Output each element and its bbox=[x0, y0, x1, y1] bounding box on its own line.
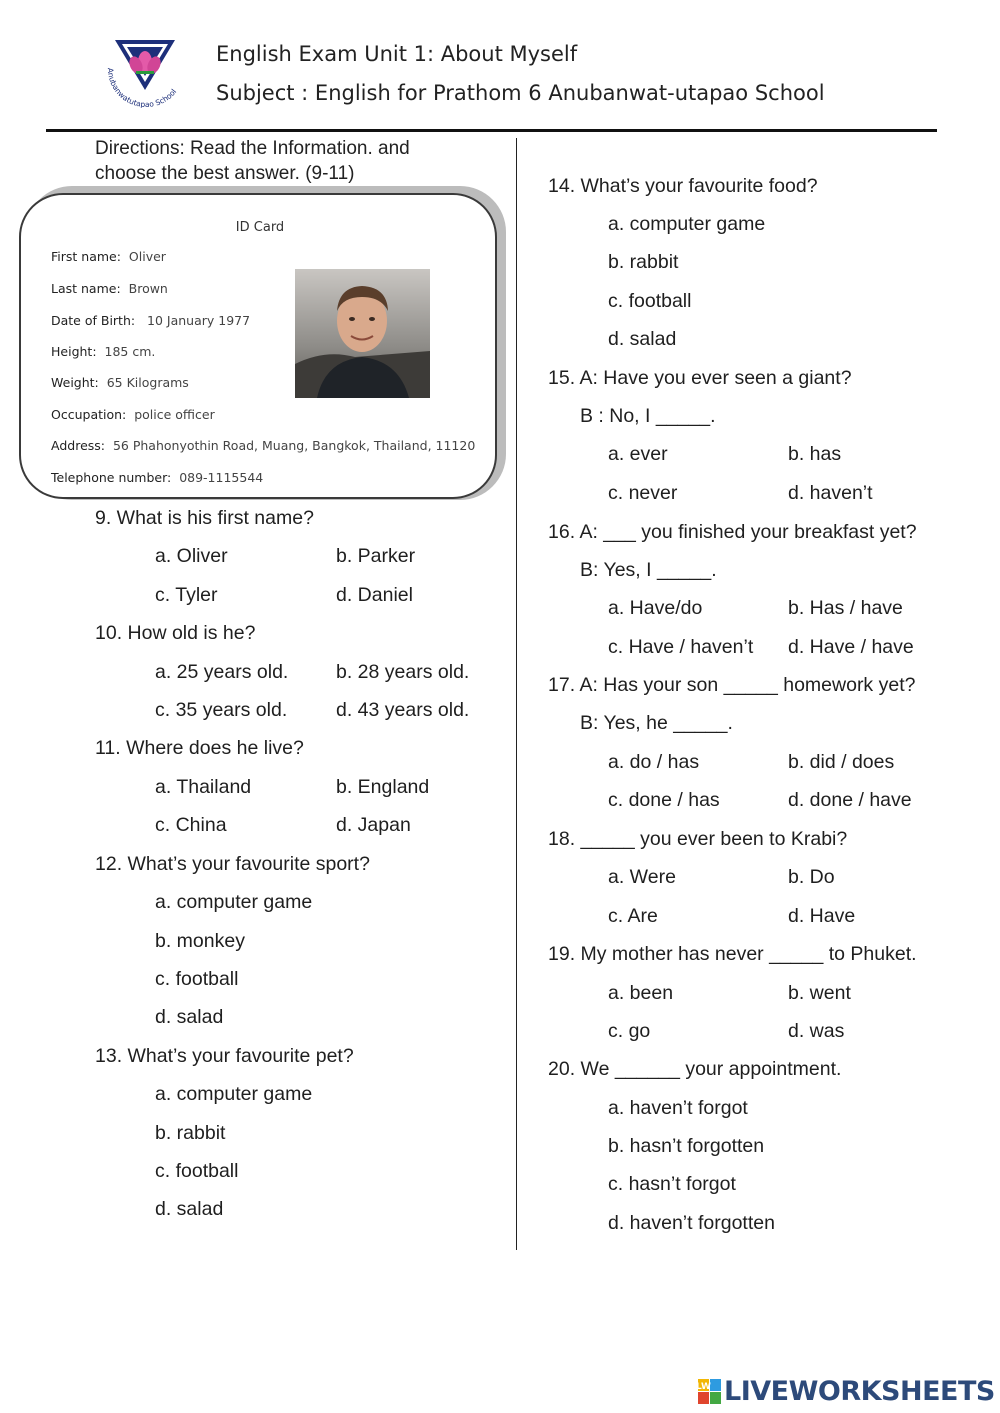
q17-option-c[interactable]: c. done / has bbox=[608, 789, 720, 811]
q17-option-a[interactable]: a. do / has bbox=[608, 751, 700, 773]
liveworksheets-logo-icon bbox=[698, 1379, 722, 1405]
field-address: Address: 56 Phahonyothin Road, Muang, Bangkok, Thailand, 11120 bbox=[51, 438, 476, 453]
q10-option-c[interactable]: c. 35 years old. bbox=[155, 699, 288, 721]
q11-option-c[interactable]: c. China bbox=[155, 814, 227, 836]
directions-line-2: choose the best answer. (9-11) bbox=[95, 163, 355, 184]
q20-text: 20. We ______ your appointment. bbox=[548, 1058, 842, 1080]
q10-option-a[interactable]: a. 25 years old. bbox=[155, 661, 289, 683]
q16-option-c[interactable]: c. Have / haven’t bbox=[608, 636, 754, 658]
logo-badge: LW bbox=[696, 1382, 711, 1392]
q11-option-d[interactable]: d. Japan bbox=[336, 814, 411, 836]
q12-text: 12. What’s your favourite sport? bbox=[95, 853, 370, 875]
q18-option-c[interactable]: c. Are bbox=[608, 905, 658, 927]
q9-option-a[interactable]: a. Oliver bbox=[155, 545, 228, 567]
q12-option-c[interactable]: c. football bbox=[155, 968, 239, 990]
school-logo bbox=[100, 38, 190, 108]
q13-option-d[interactable]: d. salad bbox=[155, 1198, 224, 1220]
q9-option-d[interactable]: d. Daniel bbox=[336, 584, 413, 606]
header-divider bbox=[46, 129, 937, 132]
q13-option-b[interactable]: b. rabbit bbox=[155, 1122, 226, 1144]
q16-line2: B: Yes, I _____. bbox=[580, 559, 717, 581]
field-telephone: Telephone number: 089-1115544 bbox=[51, 470, 264, 485]
q9-text: 9. What is his first name? bbox=[95, 507, 314, 529]
directions bbox=[95, 136, 410, 186]
q14-option-b[interactable]: b. rabbit bbox=[608, 251, 679, 273]
exam-subject: Subject : English for Prathom 6 Anubanwat-utapao School bbox=[216, 81, 825, 105]
q15-line2: B : No, I _____. bbox=[580, 405, 716, 427]
q9-option-c[interactable]: c. Tyler bbox=[155, 584, 218, 606]
q16-option-b[interactable]: b. Has / have bbox=[788, 597, 903, 619]
q11-option-a[interactable]: a. Thailand bbox=[155, 776, 252, 798]
q10-text: 10. How old is he? bbox=[95, 622, 256, 644]
q14-option-d[interactable]: d. salad bbox=[608, 328, 677, 350]
q11-text: 11. Where does he live? bbox=[95, 737, 304, 759]
q11-option-b[interactable]: b. England bbox=[336, 776, 430, 798]
q19-option-c[interactable]: c. go bbox=[608, 1020, 651, 1042]
field-first-name: First name: Oliver bbox=[51, 249, 166, 264]
q20-option-b[interactable]: b. hasn’t forgotten bbox=[608, 1135, 765, 1157]
id-card-title: ID Card bbox=[235, 220, 285, 235]
id-card bbox=[19, 193, 497, 499]
q17-line2: B: Yes, he _____. bbox=[580, 712, 733, 734]
field-last-name: Last name: Brown bbox=[51, 281, 168, 296]
directions-line-1: Directions: Read the Information. and bbox=[95, 138, 410, 159]
q13-option-a[interactable]: a. computer game bbox=[155, 1083, 313, 1105]
q17-text: 17. A: Has your son _____ homework yet? bbox=[548, 674, 916, 696]
q14-option-a[interactable]: a. computer game bbox=[608, 213, 766, 235]
q18-option-d[interactable]: d. Have bbox=[788, 905, 856, 927]
q15-text: 15. A: Have you ever seen a giant? bbox=[548, 367, 852, 389]
q13-text: 13. What’s your favourite pet? bbox=[95, 1045, 354, 1067]
q19-text: 19. My mother has never _____ to Phuket. bbox=[548, 943, 917, 965]
q12-option-d[interactable]: d. salad bbox=[155, 1006, 224, 1028]
q12-option-a[interactable]: a. computer game bbox=[155, 891, 313, 913]
field-occupation: Occupation: police officer bbox=[51, 407, 215, 422]
logo-text: Anubanwatutapao School bbox=[105, 67, 179, 108]
q15-option-c[interactable]: c. never bbox=[608, 482, 678, 504]
q15-option-d[interactable]: d. haven’t bbox=[788, 482, 873, 504]
column-divider bbox=[516, 138, 517, 1250]
q16-option-d[interactable]: d. Have / have bbox=[788, 636, 914, 658]
q15-option-b[interactable]: b. has bbox=[788, 443, 842, 465]
q10-option-b[interactable]: b. 28 years old. bbox=[336, 661, 470, 683]
q19-option-d[interactable]: d. was bbox=[788, 1020, 845, 1042]
q20-option-a[interactable]: a. haven’t forgot bbox=[608, 1097, 748, 1119]
q9-option-b[interactable]: b. Parker bbox=[336, 545, 416, 567]
q16-text: 16. A: ___ you finished your breakfast yet? bbox=[548, 521, 917, 543]
id-photo bbox=[295, 269, 430, 398]
field-weight: Weight: 65 Kilograms bbox=[51, 375, 189, 390]
q15-option-a[interactable]: a. ever bbox=[608, 443, 668, 465]
exam-title: English Exam Unit 1: About Myself bbox=[216, 42, 578, 66]
q10-option-d[interactable]: d. 43 years old. bbox=[336, 699, 470, 721]
q18-text: 18. _____ you ever been to Krabi? bbox=[548, 828, 848, 850]
q14-text: 14. What’s your favourite food? bbox=[548, 175, 818, 197]
q19-option-a[interactable]: a. been bbox=[608, 982, 674, 1004]
field-height: Height: 185 cm. bbox=[51, 344, 156, 359]
q14-option-c[interactable]: c. football bbox=[608, 290, 692, 312]
q17-option-d[interactable]: d. done / have bbox=[788, 789, 912, 811]
q12-option-b[interactable]: b. monkey bbox=[155, 930, 245, 952]
q13-option-c[interactable]: c. football bbox=[155, 1160, 239, 1182]
q20-option-d[interactable]: d. haven’t forgotten bbox=[608, 1212, 775, 1234]
q18-option-a[interactable]: a. Were bbox=[608, 866, 676, 888]
field-date-of-birth: Date of Birth: 10 January 1977 bbox=[51, 313, 251, 328]
q16-option-a[interactable]: a. Have/do bbox=[608, 597, 703, 619]
q19-option-b[interactable]: b. went bbox=[788, 982, 851, 1004]
q20-option-c[interactable]: c. hasn’t forgot bbox=[608, 1173, 736, 1195]
q17-option-b[interactable]: b. did / does bbox=[788, 751, 895, 773]
q18-option-b[interactable]: b. Do bbox=[788, 866, 835, 888]
liveworksheets-brand[interactable]: LIVEWORKSHEETS bbox=[724, 1376, 995, 1407]
